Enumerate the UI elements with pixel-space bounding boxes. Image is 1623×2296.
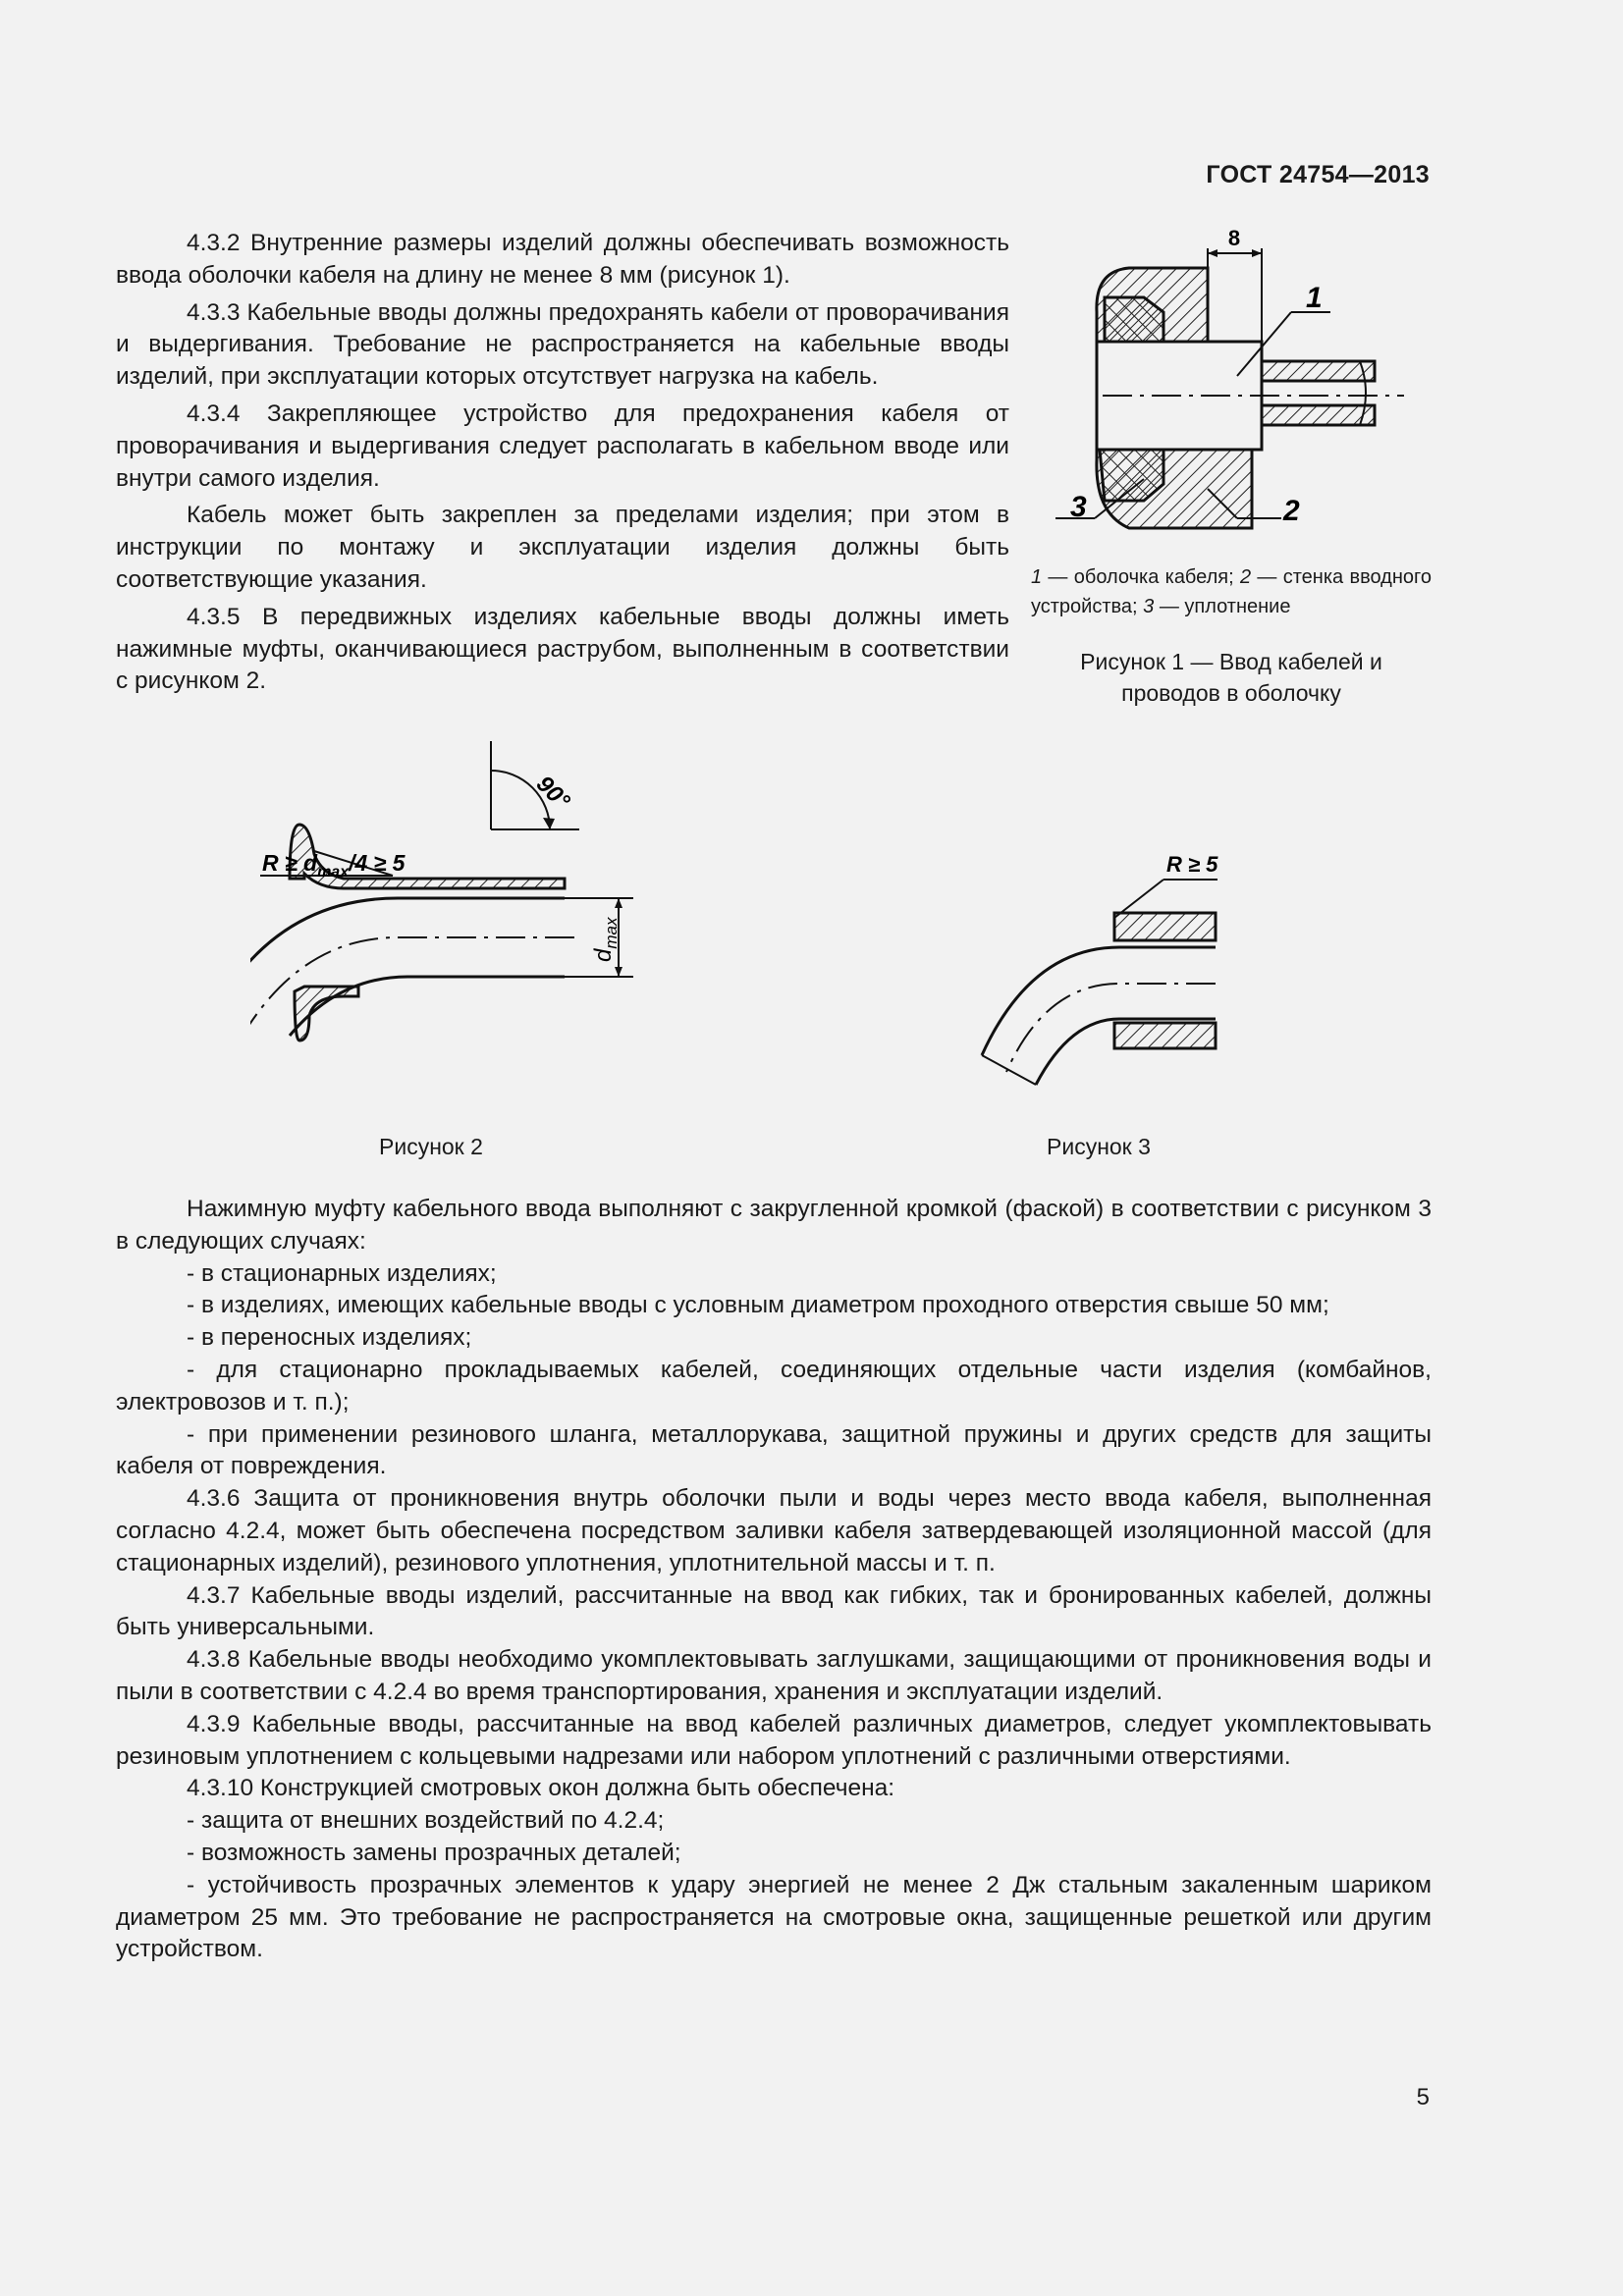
paragraph-4-3-7: 4.3.7 Кабельные вводы изделий, рассчитанные на ввод как гибких, так и бронированных кабелей, должны быть универсальными. <box>116 1581 1432 1641</box>
figure-2-drawing <box>250 741 663 1065</box>
list-item: - в стационарных изделиях; <box>187 1259 497 1287</box>
callout-3: 3 <box>1070 491 1087 523</box>
flange-lower <box>295 987 358 1041</box>
figure-3-drawing <box>962 844 1227 1099</box>
figure-1-legend: 1 — оболочка кабеля; 2 — стенка вводного устройства; 3 — уплотнение <box>1031 566 1432 617</box>
paragraph-4-3-9: 4.3.9 Кабельные вводы, рассчитанные на ввод кабелей различных диаметров, следует укомплектовывать резиновым уплотнением с кольцевыми надрезами или набором уплотнений с различными отверстиями. <box>116 1710 1432 1770</box>
cable-wires <box>1262 361 1375 425</box>
main-body-text <box>116 1194 1432 1966</box>
figure-1-drawing <box>1026 224 1434 548</box>
dim-8-label: 8 <box>1227 226 1241 250</box>
paragraph-4-3-6: 4.3.6 Защита от проникновения внутрь оболочки пыли и воды через место ввода кабеля, выполненная согласно 4.2.4, может быть обеспечена посредством заливки кабеля затвердевающей изоляционной массой (для стационарных изделий), резинового уплотнения, уплотнительной массы и т. п. <box>116 1485 1432 1576</box>
document-code: ГОСТ 24754—2013 <box>1206 161 1430 188</box>
sleeve-lower <box>1114 1023 1216 1048</box>
page-number: 5 <box>1416 2084 1430 2110</box>
left-column-text <box>116 228 1009 698</box>
list-item: - в переносных изделиях; <box>187 1324 472 1352</box>
paragraph-4-3-5: 4.3.5 В передвижных изделиях кабельные вводы должны иметь нажимные муфты, оканчивающиеся раструбом, выполненным в соответствии с рисунком 2. <box>116 603 1009 695</box>
paragraph-4-3-8: 4.3.8 Кабельные вводы необходимо укомплектовывать заглушками, защищающими от проникновения воды и пыли в соответствии с 4.2.4 во время транспортирования, хранения и эксплуатации изделий. <box>116 1646 1432 1705</box>
list-item: - при применении резинового шланга, металлорукава, защитной пружины и других средств для защиты кабеля от повреждения. <box>116 1420 1432 1480</box>
paragraph-cable-fixing: Кабель может быть закреплен за пределами изделия; при этом в инструкции по монтажу и эксплуатации изделия должны быть соответствующие указания. <box>116 502 1009 593</box>
callout-1: 1 <box>1306 282 1323 314</box>
angle-90-label: 90° <box>530 771 575 815</box>
figure-3-caption: Рисунок 3 <box>1047 1134 1151 1159</box>
paragraph-4-3-2: 4.3.2 Внутренние размеры изделий должны обеспечивать возможность ввода оболочки кабеля на длину не менее 8 мм (рисунок 1). <box>116 230 1009 289</box>
list-item: - для стационарно прокладываемых кабелей, соединяющих отдельные части изделия (комбайнов, электровозов и т. п.); <box>116 1356 1432 1415</box>
seal-lower <box>1100 450 1163 501</box>
list-item: - возможность замены прозрачных деталей; <box>187 1839 681 1866</box>
dim-dmax-label: $d_{max}$ <box>590 917 621 962</box>
list-item: - в изделиях, имеющих кабельные вводы с условным диаметром проходного отверстия свыше 50 мм; <box>187 1292 1329 1319</box>
list-item: - защита от внешних воздействий по 4.2.4; <box>187 1807 665 1835</box>
seal-upper <box>1105 297 1163 342</box>
radius-r5-label: R ≥ 5 <box>1166 852 1218 877</box>
paragraph-4-3-10: 4.3.10 Конструкцией смотровых окон должна быть обеспечена: <box>187 1775 895 1802</box>
list-item: - устойчивость прозрачных элементов к удару энергией не менее 2 Дж стальным закаленным шариком диаметром 25 мм. Это требование не распространяется на смотровые окна, защищенные решеткой или другим устройством. <box>116 1871 1432 1963</box>
callout-2: 2 <box>1283 495 1300 527</box>
paragraph-4-3-3: 4.3.3 Кабельные вводы должны предохранять кабели от проворачивания и выдергивания. Требование не распространяется на кабельные вводы изделий, при эксплуатации которых отсутствует нагрузка на кабель. <box>116 298 1009 391</box>
sleeve-upper <box>1114 913 1216 940</box>
figure-1-title: Рисунок 1 — Ввод кабелей и проводов в оболочку <box>1080 649 1382 706</box>
paragraph-sleeve-rounded-edge: Нажимную муфту кабельного ввода выполняют с закругленной кромкой (фаской) в соответствии с рисунком 3 в следующих случаях: <box>116 1196 1432 1255</box>
figure-2-caption: Рисунок 2 <box>379 1134 483 1159</box>
radius-label: $R \ge d_{max}/4 \ge 5$ <box>262 850 406 881</box>
paragraph-4-3-4: 4.3.4 Закрепляющее устройство для предохранения кабеля от проворачивания и выдергивания следует располагать в кабельном вводе или внутри самого изделия. <box>116 400 1009 492</box>
